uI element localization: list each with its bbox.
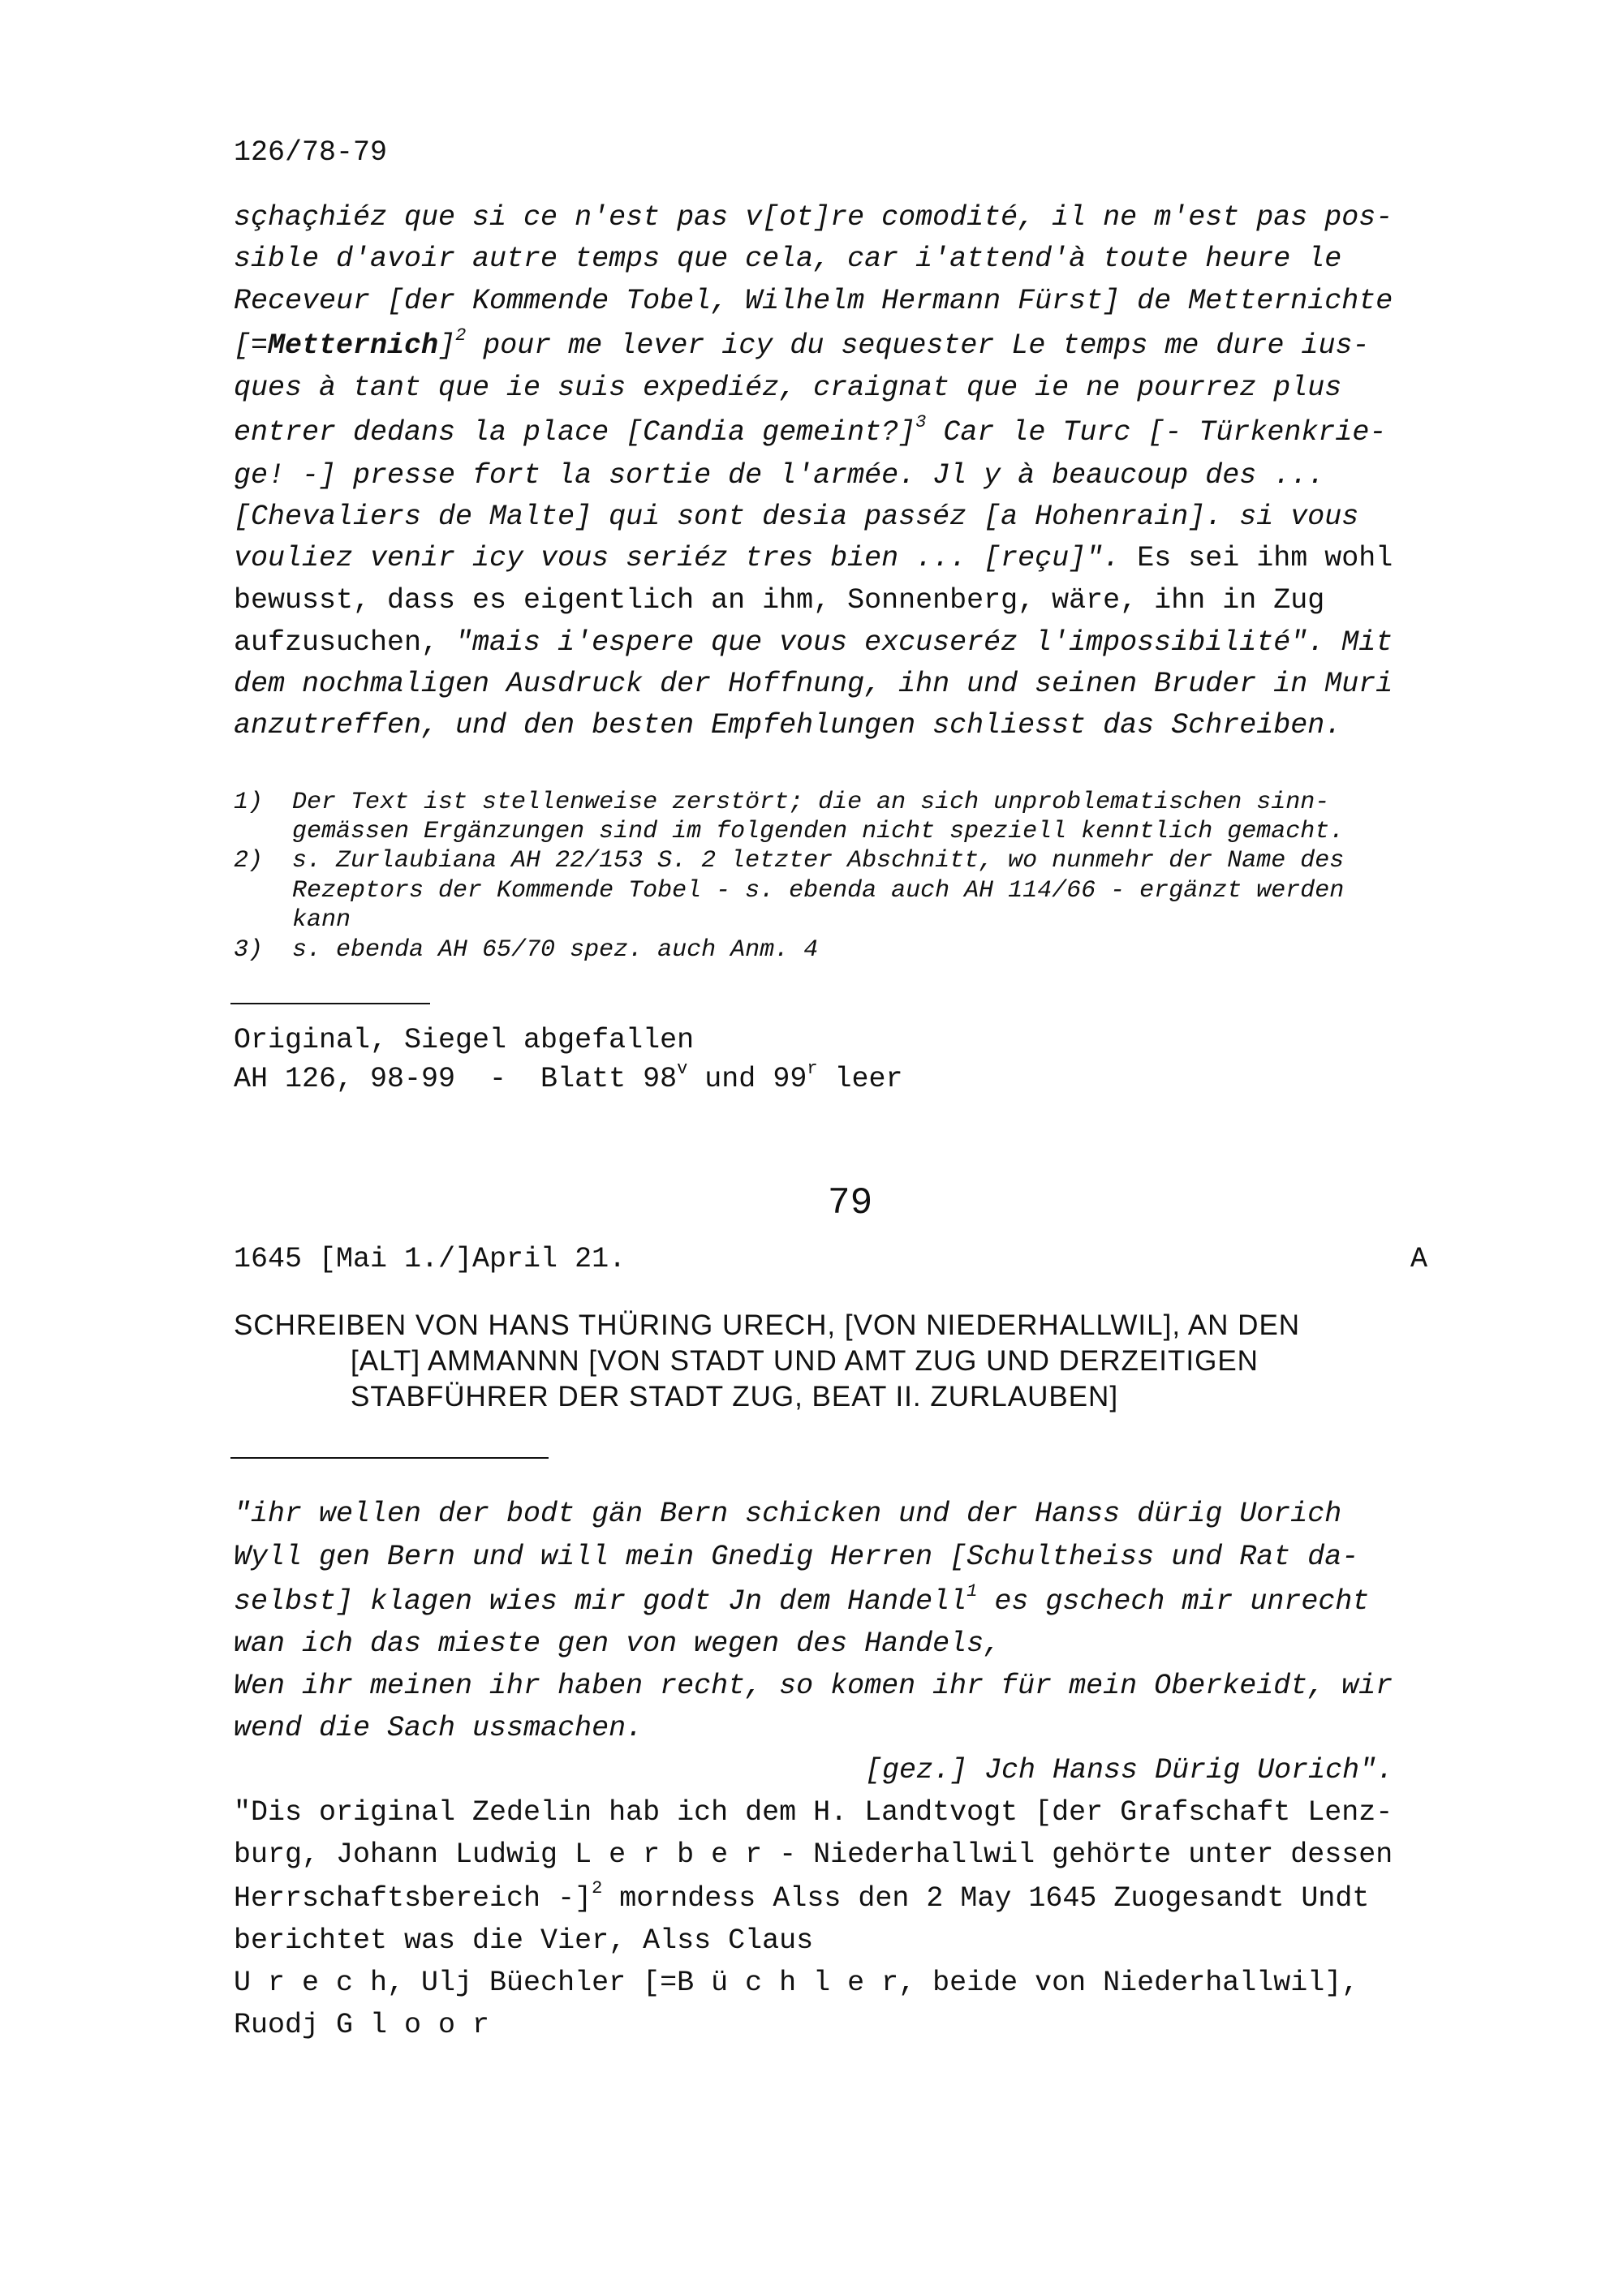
text-line: Wyll gen Bern und will mein Gnedig Herren [Schultheiss und Rat da-: [234, 1541, 1359, 1573]
signature-line: [gez.] Jch Hanss Dürig Uorich".: [865, 1754, 1394, 1786]
text-line: anzutreffen, und den besten Empfehlungen schliesst das Schreiben.: [234, 709, 1342, 742]
footnote: 2) s. Zurlaubiana AH 22/153 S. 2 letzter Abschnitt, wo nunmehr der Name des: [234, 847, 1345, 875]
footnote-ref: 3: [915, 412, 927, 433]
text-line: vouliez venir icy vous seriéz tres bien ... [reçu]". Es sei ihm wohl: [234, 542, 1393, 574]
heading-line: [ALT] AMMANNN [VON STADT UND AMT ZUG UND DERZEITIGEN: [351, 1345, 1259, 1377]
footnote: Rezeptors der Kommende Tobel - s. ebenda auch AH 114/66 - ergänzt werden: [234, 877, 1345, 905]
text-line: Receveur [der Kommende Tobel, Wilhelm Hermann Fürst] de Metternichte: [234, 285, 1393, 317]
source-line: Original, Siegel abgefallen: [234, 1024, 695, 1056]
text-line: entrer dedans la place [Candia gemeint?]$^3$ Car le Turc [- Türkenkrie-: [234, 412, 1387, 449]
date-line: 1645 [Mai 1./]April 21.: [234, 1243, 626, 1275]
text-line: ge! -] presse fort la sortie de l'armée. Jl y à beaucoup des ...: [234, 459, 1325, 492]
text-line: dem nochmaligen Ausdruck der Hoffnung, ihn und seinen Bruder in Muri: [234, 668, 1393, 700]
text-line: "Dis original Zedelin hab ich dem H. Landtvogt [der Grafschaft Lenz-: [234, 1796, 1393, 1829]
footnote-ref: 1: [966, 1581, 978, 1602]
text-line: sible d'avoir autre temps que cela, car i'attend'à toute heure le: [234, 243, 1342, 275]
footnote: gemässen Ergänzungen sind im folgenden nicht speziell kenntlich gemacht.: [234, 818, 1345, 845]
text-line: bewusst, dass es eigentlich an ihm, Sonnenberg, wäre, ihn in Zug: [234, 584, 1325, 617]
divider: [230, 1003, 430, 1004]
divider: [230, 1457, 549, 1459]
text-line: burg, Johann Ludwig L e r b e r - Niederhallwil gehörte unter dessen: [234, 1838, 1393, 1871]
text-line: wend die Sach ussmachen.: [234, 1712, 644, 1744]
emphasized-name: Metternich: [268, 329, 439, 362]
footnote: kann: [234, 906, 351, 934]
date-marker: A: [1410, 1243, 1428, 1275]
text-line: Wen ihr meinen ihr haben recht, so komen ihr für mein Oberkeidt, wir: [234, 1670, 1393, 1702]
source-line: AH 126, 98-99 - Blatt 98$^v$ und 99$^r$ leer: [234, 1059, 903, 1095]
text-line: selbst] klagen wies mir godt Jn dem Handell$^1$ es gschech mir unrecht: [234, 1581, 1370, 1618]
text-line: aufzusuchen, "mais i'espere que vous excuseréz l'impossibilité". Mit: [234, 626, 1393, 659]
text-line: U r e c h, Ulj Büechler [=B ü c h l e r, beide von Niederhallwil],: [234, 1967, 1359, 1999]
text-line: Ruodj G l o o r: [234, 2009, 490, 2041]
footnote: 1) Der Text ist stellenweise zerstört; die an sich unproblematischen sinn-: [234, 789, 1330, 816]
heading-line: STABFÜHRER DER STADT ZUG, BEAT II. ZURLAUBEN]: [351, 1381, 1119, 1412]
page-header: 126/78-79: [234, 136, 388, 169]
text-line: berichtet was die Vier, Alss Claus: [234, 1924, 814, 1957]
text-line: wan ich das mieste gen von wegen des Handels,: [234, 1627, 1001, 1660]
heading-line: SCHREIBEN VON HANS THÜRING URECH, [VON NIEDERHALLWIL], AN DEN: [234, 1309, 1301, 1341]
text-line: [=Metternich]$^2$ pour me lever icy du sequester Le temps me dure ius-: [234, 325, 1370, 362]
text-line: Herrschaftsbereich -]$^2$ morndess Alss den 2 May 1645 Zuogesandt Undt: [234, 1878, 1370, 1915]
text-line: sçhaçhiéz que si ce n'est pas v[ot]re comodité, il ne m'est pas pos-: [234, 201, 1393, 234]
text-line: ques à tant que ie suis expediéz, craignat que ie ne pourrez plus: [234, 372, 1342, 404]
footnote: 3) s. ebenda AH 65/70 spez. auch Anm. 4: [234, 936, 819, 964]
footnote-ref: 2: [455, 325, 467, 346]
text-line: "ihr wellen der bodt gän Bern schicken und der Hanss dürig Uorich: [234, 1498, 1342, 1530]
text-line: [Chevaliers de Malte] qui sont desia passéz [a Hohenrain]. si vous: [234, 501, 1359, 533]
document-number: 79: [828, 1182, 873, 1224]
footnote-ref: 2: [592, 1878, 603, 1899]
